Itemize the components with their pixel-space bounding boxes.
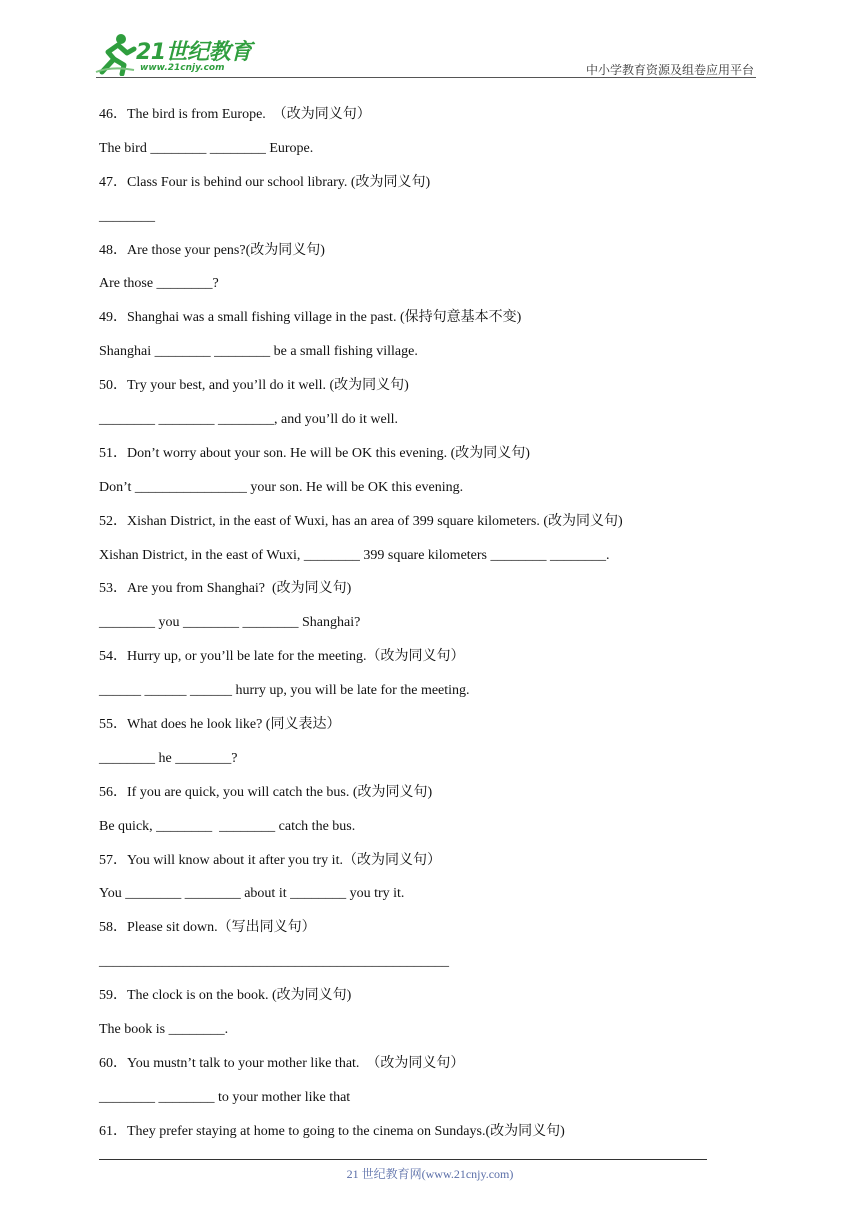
answer-60: ________ ________ to your mother like that bbox=[99, 1089, 351, 1105]
footer-link[interactable]: 21 世纪教育网(www.21cnjy.com) bbox=[346, 1167, 514, 1181]
answer-46: The bird ________ ________ Europe. bbox=[99, 140, 314, 156]
answer-50: ________ ________ ________, and you’ll do it well. bbox=[99, 412, 399, 428]
question-55: 55．What does he look like? (同义表达） bbox=[99, 717, 341, 733]
page-header bbox=[0, 0, 860, 80]
answer-54: ______ ______ ______ hurry up, you will be late for the meeting. bbox=[99, 683, 470, 699]
question-57: 57．You will know about it after you try it.（改为同义句） bbox=[99, 852, 441, 868]
header-divider bbox=[96, 77, 756, 78]
answer-59: The book is ________. bbox=[99, 1022, 229, 1038]
answer-58: __________________________________________________ bbox=[99, 954, 449, 970]
question-46: 46．The bird is from Europe. （改为同义句） bbox=[99, 107, 371, 122]
site-logo[interactable] bbox=[94, 32, 264, 78]
footer-divider bbox=[99, 1159, 707, 1160]
answer-53: ________ you ________ ________ Shanghai? bbox=[99, 615, 361, 631]
question-56: 56．If you are quick, you will catch the bus. (改为同义句) bbox=[99, 784, 433, 800]
runner-logo-icon bbox=[94, 32, 138, 76]
answer-56: Be quick, ________ ________ catch the bus. bbox=[99, 818, 356, 834]
answer-55: ________ he ________? bbox=[99, 750, 238, 766]
question-60: 60．You mustn’t talk to your mother like that. （改为同义句） bbox=[99, 1055, 465, 1071]
header-title: 中小学教育资源及组卷应用平台 bbox=[585, 63, 754, 77]
answer-51: Don’t ________________ your son. He will be OK this evening. bbox=[99, 479, 464, 495]
logo-text: 21世纪教育 bbox=[136, 40, 252, 65]
exercise-list bbox=[99, 101, 739, 1152]
question-47: 47．Class Four is behind our school library. (改为同义句) bbox=[99, 174, 431, 190]
question-59: 59．The clock is on the book. (改为同义句) bbox=[99, 988, 352, 1004]
question-58: 58．Please sit down.（写出同义句） bbox=[99, 920, 316, 936]
question-49: 49．Shanghai was a small fishing village in the past. (保持句意基本不变) bbox=[99, 310, 522, 326]
question-61: 61．They prefer staying at home to going to the cinema on Sundays.(改为同义句) bbox=[99, 1123, 565, 1139]
question-50: 50．Try your best, and you’ll do it well. (改为同义句) bbox=[99, 378, 409, 394]
logo-url: www.21cnjy.com bbox=[140, 63, 225, 73]
question-48: 48．Are those your pens?(改为同义句) bbox=[99, 242, 325, 258]
question-54: 54．Hurry up, or you’ll be late for the meeting.（改为同义句） bbox=[99, 649, 465, 665]
answer-49: Shanghai ________ ________ be a small fishing village. bbox=[99, 344, 418, 360]
answer-52: Xishan District, in the east of Wuxi, ________ 399 square kilometers ________ ________. bbox=[99, 547, 610, 563]
question-53: 53．Are you from Shanghai? (改为同义句) bbox=[99, 581, 352, 597]
answer-47: ________ bbox=[99, 208, 155, 224]
question-52: 52．Xishan District, in the east of Wuxi, has an area of 399 square kilometers. (改为同义句) bbox=[99, 513, 623, 529]
answer-57: You ________ ________ about it ________ you try it. bbox=[99, 886, 405, 902]
question-51: 51．Don’t worry about your son. He will be OK this evening. (改为同义句) bbox=[99, 445, 530, 461]
answer-48: Are those ________? bbox=[99, 276, 219, 292]
